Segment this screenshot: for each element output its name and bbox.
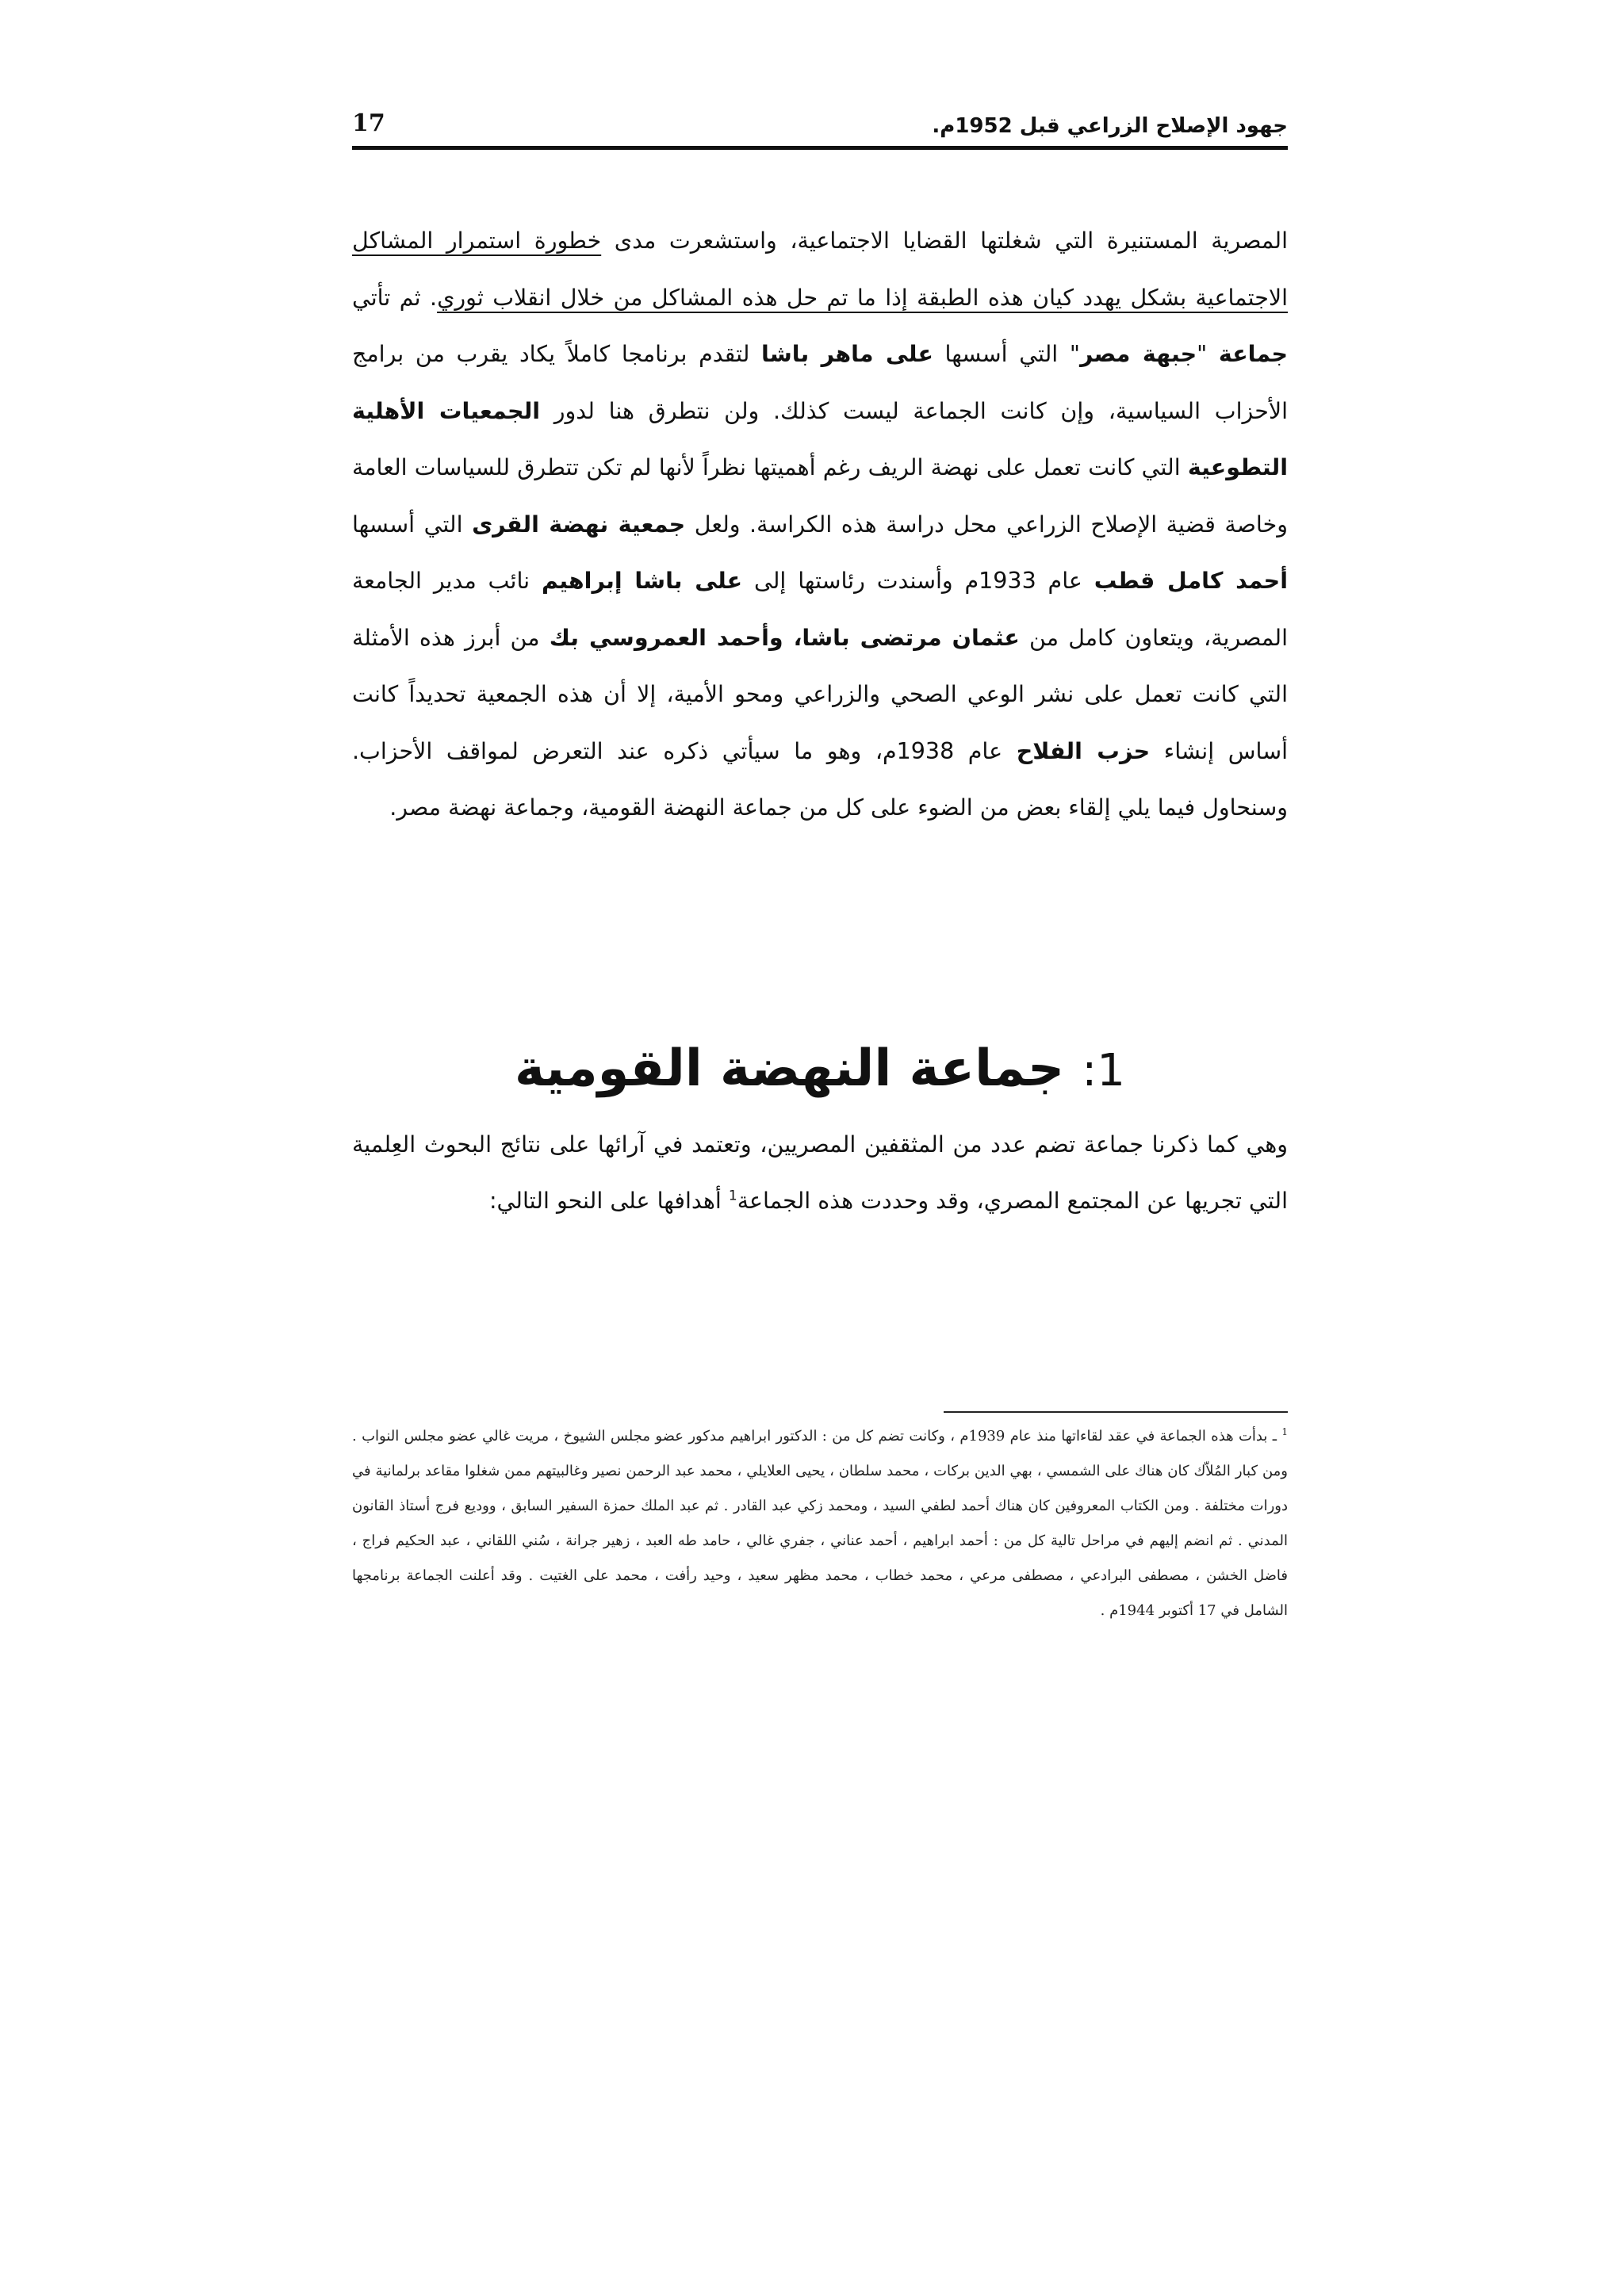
text-run: المصرية المستنيرة التي شغلتها القضايا الاجتماعية، واستشعرت مدى [601,228,1288,254]
footnote-marker: 1 [1281,1426,1288,1437]
text-run: عام 1933م وأسندت رئاستها إلى [742,568,1094,594]
footnote-text: ـ بدأت هذه الجماعة في عقد لقاءاتها منذ عام 1939م ، وكانت تضم كل من : الدكتور ابراهيم مدكور عضو مجلس الشيوخ ، مريت غالي عضو مجلس النواب . ومن كبار المُلاّك كان هناك على الشمسي ، بهي الدين بركات ، محمد سلطان ، يحيى العلايلي ، محمد عبد الرحمن نصير وغالبيتهم ممن شغلوا مقاعد برلمانية في دورات مختلفة . ومن الكتاب المعروفين كان هناك أحمد لطفي السيد ، ومحمد زكي عبد القادر . ثم عبد الملك حمزة السفير السابق ، ووديع فرج أستاذ القانون المدني . ثم انضم إليهم في مراحل تالية كل من : أحمد ابراهيم ، أحمد عناني ، جفري غالي ، حامد طه العبد ، زهير جرانة ، سُني اللقاني ، عبد الحكيم فراج ، فاضل الخشن ، مصطفى البرادعي ، مصطفى مرعي ، محمد خطاب ، محمد مظهر سعيد ، وحيد رأفت ، محمد على الغتيت . وقد أعلنت الجماعة برنامجها الشامل في 17 أكتوبر 1944م . [352,1428,1288,1619]
text-run: لتقدم برنامجا كاملاً يكاد يقرب من برامج الأحزاب السياسية، وإن كانت الجماعة ليست كذلك. ولن نتطرق هنا لدور [352,341,1289,424]
bold-term: على ماهر باشا [761,341,933,367]
page-number: 17 [352,109,385,137]
running-title: جهود الإصلاح الزراعي قبل 1952م. [932,114,1288,138]
bold-term: جبهة مصر [1079,341,1197,367]
bold-term: جمعية نهضة القرى [472,511,686,538]
section-heading [352,1029,1288,1108]
text-run: . ثم تأتي [352,284,438,311]
footnote-reference[interactable]: 1 [728,1188,737,1204]
text-run: التي كانت تعمل على نهضة الريف رغم أهميتها نظراً لأنها لم تكن تتطرق للسياسات العامة وخاصة قضية الإصلاح الزراعي محل دراسة هذه الكراسة. ولعل [352,454,1288,538]
section-title: جماعة النهضة القومية [515,1039,1065,1098]
bold-term: الجمعيات الأهلية التطوعية [352,397,1288,480]
header-rule [352,146,1288,150]
bold-term: أحمد كامل قطب [1094,568,1288,594]
text-run: عام 1938م، وهو ما سيأتي ذكره عند التعرض لمواقف الأحزاب. وسنحاول فيما يلي إلقاء بعض من الضوء على كل من جماعة النهضة القومية، وجماعة نهضة مصر. [352,737,1288,821]
text-run: من أبرز هذه الأمثلة التي كانت تعمل على نشر الوعي الصحي والزراعي ومحو الأمية، إلا أن هذه الجمعية تحديداً كانت أساس إنشاء [352,624,1289,764]
underlined-text: خطورة استمرار المشاكل الاجتماعية بشكل يهدد كيان هذه الطبقة إذا ما تم حل هذه المشاكل من خلال انقلاب ثوري [352,228,1288,311]
bold-term: عثمان مرتضى باشا، وأحمد العمروسي بك [549,624,1020,651]
text-run: أهدافها على النحو التالي: [488,1188,729,1214]
section-number: 1: [1082,1045,1125,1096]
bold-term: حزب الفلاح [1016,737,1151,764]
text-run: " [1197,341,1219,367]
body-paragraph [352,212,1288,836]
text-run: " التي أسسها [933,341,1080,367]
page-header [352,108,1288,146]
bold-term: جماعة [1218,341,1289,367]
footnote-separator [944,1411,1288,1413]
section-paragraph [352,1116,1288,1229]
text-run: التي أسسها [352,511,473,538]
text-run: نائب مدير الجامعة المصرية، ويتعاون كامل من [352,568,1288,651]
bold-term: على باشا إبراهيم [541,568,743,594]
text-run: وهي كما ذكرنا جماعة تضم عدد من المثقفين المصريين، وتعتمد في آرائها على نتائج البحوث العِلمية التي تجريها عن المجتمع المصري، وقد وحددت هذه الجماعة [352,1131,1288,1214]
footnote [352,1419,1288,1628]
